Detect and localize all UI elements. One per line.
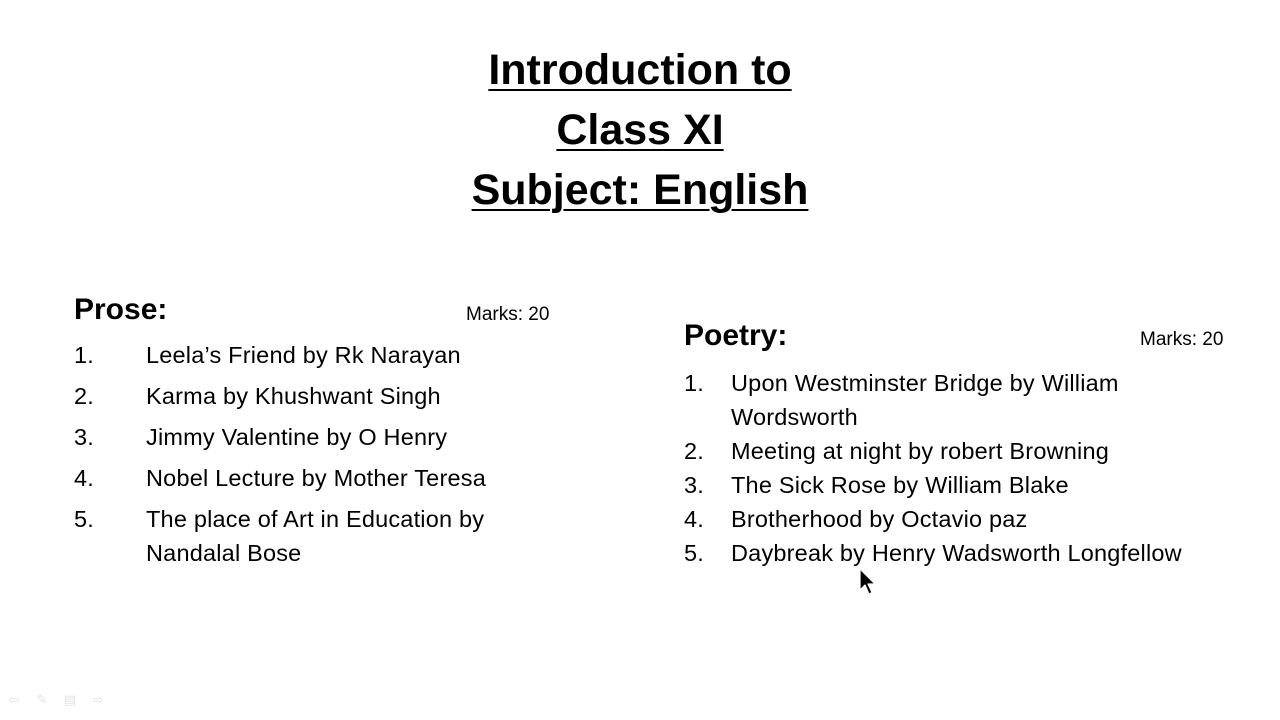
list-item [74, 420, 546, 454]
item-number: 1. [74, 342, 94, 368]
poetry-section [684, 318, 1244, 618]
title-line-3: Subject: English [471, 166, 809, 214]
item-number: 4. [74, 465, 94, 491]
mouse-pointer-icon [858, 568, 878, 596]
item-number: 2. [684, 438, 704, 464]
list-item [684, 502, 1211, 536]
title-line-2: Class XI [556, 106, 724, 154]
poetry-heading: Poetry: [684, 319, 788, 352]
item-text: Daybreak by Henry Wadsworth Longfellow [731, 540, 1182, 566]
list-item [684, 434, 1211, 468]
item-number: 2. [74, 383, 94, 409]
item-number: 4. [684, 506, 704, 532]
item-number: 5. [74, 506, 94, 532]
item-text: Leela’s Friend by Rk Narayan [146, 342, 461, 368]
list-item [74, 379, 546, 413]
menu-icon[interactable]: ▤ [63, 692, 77, 707]
list-item [74, 461, 546, 495]
item-number: 5. [684, 540, 704, 566]
prose-heading: Prose: [74, 293, 168, 326]
list-item [684, 366, 1211, 434]
item-text: Jimmy Valentine by O Henry [146, 424, 448, 450]
item-text: Meeting at night by robert Browning [731, 438, 1109, 464]
item-number: 1. [684, 370, 704, 396]
slideshow-controls [6, 693, 106, 707]
list-item [74, 338, 546, 372]
poetry-list [684, 366, 1211, 570]
item-number: 3. [74, 424, 94, 450]
list-item [74, 502, 546, 570]
item-number: 3. [684, 472, 704, 498]
pen-icon[interactable]: ✎ [36, 692, 48, 707]
item-text: Karma by Khushwant Singh [146, 383, 441, 409]
item-text: The place of Art in Education by Nandalal Bose [146, 506, 485, 566]
prose-list [74, 338, 546, 577]
item-text: Upon Westminster Bridge by William Wordsworth [731, 370, 1119, 430]
prose-section [74, 292, 574, 592]
item-text: Brotherhood by Octavio paz [731, 506, 1028, 532]
list-item [684, 536, 1211, 570]
title-line-1: Introduction to [488, 46, 792, 94]
poetry-marks: Marks: 20 [1140, 329, 1224, 350]
list-item [684, 468, 1211, 502]
prose-marks: Marks: 20 [466, 304, 550, 325]
next-arrow-icon[interactable]: ⇨ [92, 692, 104, 707]
previous-arrow-icon[interactable]: ⇦ [8, 692, 20, 707]
slide-title [0, 40, 1280, 220]
item-text: The Sick Rose by William Blake [731, 472, 1069, 498]
item-text: Nobel Lecture by Mother Teresa [146, 465, 486, 491]
